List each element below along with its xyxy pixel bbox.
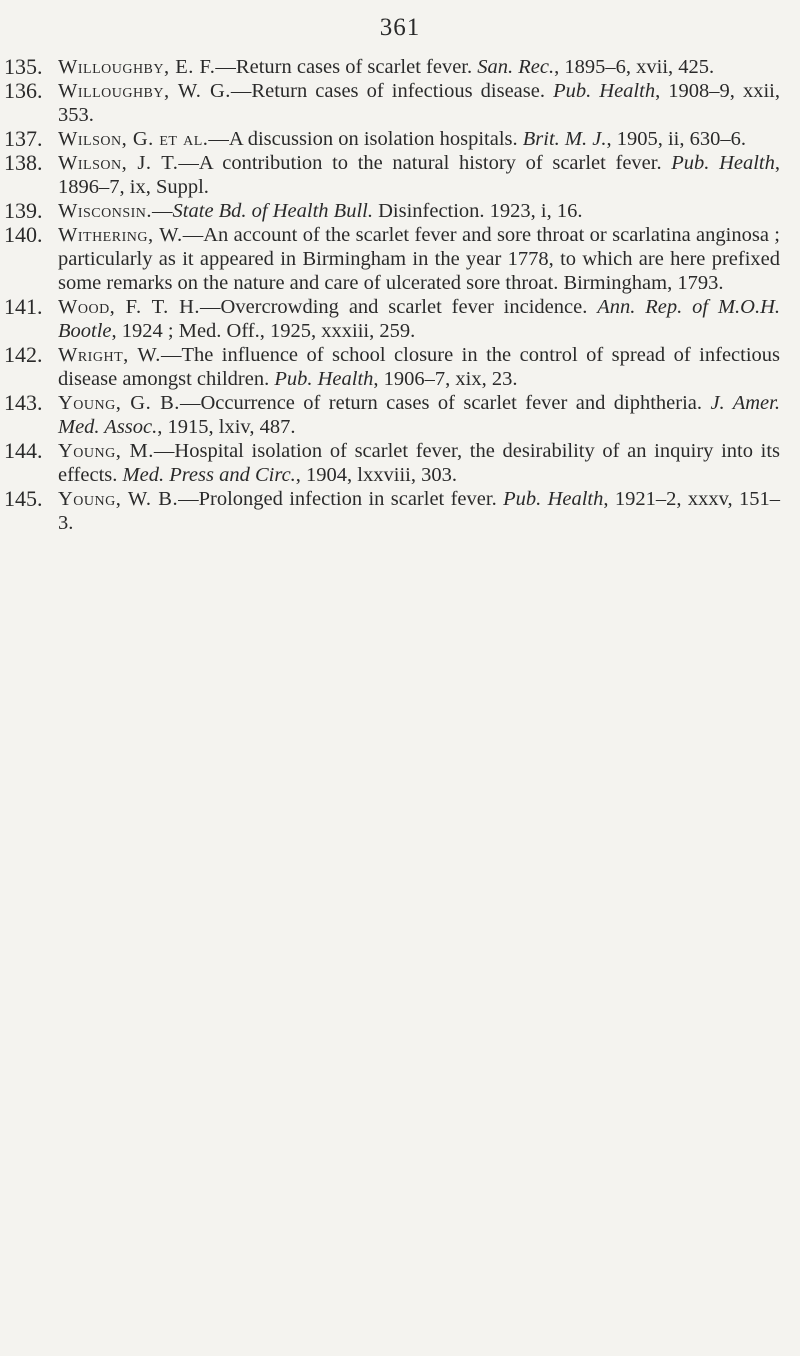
entry-text: —A discussion on isolation hospitals. [208, 128, 523, 150]
entry-reference: , 1921–2, xxxv, 151–3. [58, 488, 780, 534]
entry-number: 139. [4, 198, 43, 223]
entry-number: 137. [4, 126, 43, 151]
entry-number: 135. [4, 54, 43, 79]
entry-number: 145. [4, 486, 43, 511]
entry-number: 136. [4, 78, 43, 103]
list-item [0, 199, 800, 223]
entry-reference: , 1908–9, xxii, 353. [58, 80, 780, 126]
entry-reference: , 1905, ii, 630–6. [606, 128, 746, 150]
entry-journal: Pub. Health [274, 368, 374, 390]
list-item [0, 487, 800, 535]
entry-journal: Med. Press and Circ. [122, 464, 296, 486]
list-item [0, 151, 800, 199]
list-item [0, 391, 800, 439]
entry-journal: Pub. Health [503, 488, 604, 510]
entry-journal: Pub. Health [671, 152, 775, 174]
entry-author: Willoughby, E. F. [58, 56, 216, 78]
entry-author: Wright, W. [58, 344, 161, 366]
entry-journal: Brit. M. J. [522, 128, 607, 150]
list-item [0, 295, 800, 343]
list-item [0, 127, 800, 151]
entry-author: Wood, F. T. H. [58, 296, 201, 318]
entry-journal: Pub. Health [553, 80, 656, 102]
entry-text: —Overcrowding and scarlet fever incidence. [200, 296, 598, 318]
entry-author: Young, W. B. [58, 488, 179, 510]
entry-author: Young, M. [58, 440, 154, 462]
entry-author: Wilson, G. et al. [58, 128, 209, 150]
list-item [0, 223, 800, 295]
entry-journal: Ann. Rep. of M.O.H. Bootle [58, 296, 780, 342]
entry-text: —Return cases of infectious disease. [230, 80, 554, 102]
list-item [0, 439, 800, 487]
entry-text: — [152, 200, 173, 222]
list-item [0, 343, 800, 391]
entry-reference: , 1904, lxxviii, 303. [295, 464, 457, 486]
entry-reference: , 1906–7, xix, 23. [373, 368, 518, 390]
entry-author: Young, G. B. [58, 392, 180, 414]
entry-text: —Prolonged infection in scarlet fever. [178, 488, 504, 510]
entry-journal: San. Rec. [477, 56, 555, 78]
page-number: 361 [379, 14, 421, 41]
entry-author: Willoughby, W. G. [58, 80, 231, 102]
entry-author: Wisconsin. [58, 200, 153, 222]
entry-number: 140. [4, 222, 43, 247]
entry-number: 144. [4, 438, 43, 463]
entry-text: —Hospital isolation of scarlet fever, the desirability of an inquiry into its effects. [58, 440, 780, 486]
entry-author: Wilson, J. T. [58, 152, 179, 174]
list-item [0, 55, 800, 79]
entry-number: 141. [4, 294, 43, 319]
entry-reference: , 1924 ; Med. Off., 1925, xxxiii, 259. [111, 320, 416, 342]
bibliography-list [0, 55, 800, 535]
entry-text: —A contribution to the natural history of scarlet fever. [178, 152, 672, 174]
list-item [0, 79, 800, 127]
entry-number: 143. [4, 390, 43, 415]
entry-author: Withering, W. [58, 224, 183, 246]
entry-reference: , 1915, lxiv, 487. [157, 416, 296, 438]
entry-journal: J. Amer. Med. Assoc. [58, 392, 780, 438]
entry-number: 138. [4, 150, 43, 175]
entry-text: —Occurrence of return cases of scarlet fever and diphtheria. [179, 392, 711, 414]
entry-reference: , 1895–6, xvii, 425. [554, 56, 715, 78]
entry-number: 142. [4, 342, 43, 367]
entry-reference: Disinfection. 1923, i, 16. [372, 200, 583, 222]
entry-text: —The influence of school closure in the control of spread of infectious disease amongst children. [58, 344, 781, 390]
entry-text: —Return cases of scarlet fever. [215, 56, 478, 78]
entry-reference: , 1896–7, ix, Suppl. [58, 152, 780, 198]
entry-journal: State Bd. of Health Bull. [172, 200, 373, 222]
entry-text: —An account of the scarlet fever and sore throat or scarlatina anginosa ; particularly as it appeared in Birmingham in the year 1778, to which are here prefixed some remarks on the nature and care of ulcerated sore throat. Birmingham, 1793. [58, 224, 781, 294]
